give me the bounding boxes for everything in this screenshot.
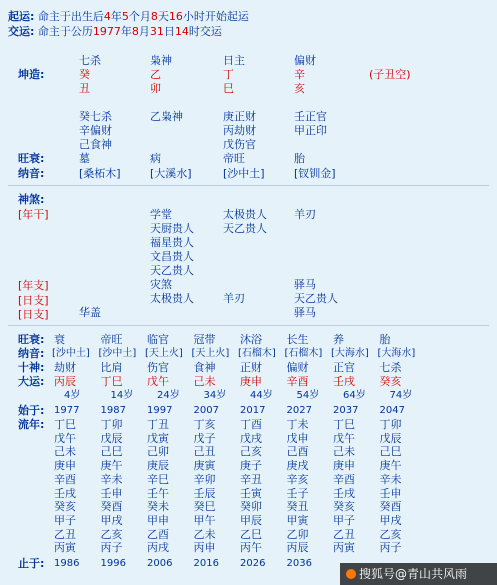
nayin-year: [桑柘木]: [79, 167, 121, 180]
zhi-day: 巳: [223, 82, 234, 95]
liunian-item: 甲戌: [379, 513, 402, 527]
shiyu-label: 始于:: [18, 404, 45, 417]
start-year: 1987: [100, 405, 126, 416]
dayun-age: 14岁: [110, 390, 134, 401]
shensha-item: 天乙贵人: [294, 292, 338, 305]
gan-day: 丁: [223, 68, 234, 81]
dayun-wangshuai: 冠带: [193, 333, 216, 346]
liunian-item: 庚寅: [193, 459, 216, 473]
dayun-ganzhi: 癸亥: [379, 375, 402, 388]
start-year: 2027: [286, 405, 312, 416]
dayun-wangshuai: 长生: [286, 333, 309, 346]
liunian-item: 乙酉: [147, 527, 169, 541]
liunian-item: 乙未: [193, 527, 216, 541]
sohu-logo-icon: [346, 569, 356, 579]
start-year: 2017: [240, 405, 266, 416]
start-year: 2047: [379, 405, 405, 416]
liunian-item: 辛巳: [147, 472, 169, 486]
dayun-ganzhi: 丁巳: [100, 375, 123, 388]
liunian-item: 甲戌: [100, 513, 123, 527]
qiyun-hours: 16: [168, 10, 183, 23]
shensha-item: 羊刃: [294, 208, 316, 221]
canggan-item: 己食神: [79, 138, 112, 151]
liunian-item: 辛丑: [240, 472, 262, 486]
nayin-label: 纳音:: [18, 167, 45, 180]
qiyun-text: 个月: [128, 10, 151, 23]
liunian-item: 辛未: [100, 472, 123, 486]
wangshuai-month: 病: [150, 152, 161, 165]
divider: [8, 185, 489, 186]
liunian-item: 己卯: [147, 445, 169, 459]
end-year: 1996: [100, 558, 126, 569]
qiyun-years: 4: [103, 10, 111, 23]
dayun-wangshuai: 胎: [379, 333, 391, 346]
end-year: 2036: [286, 558, 312, 569]
liunian-item: 甲子: [333, 513, 355, 527]
liunian-item: 丁卯: [100, 418, 123, 431]
qiyun-label: 起运:: [8, 10, 35, 23]
jiaoyun-day: 31: [149, 25, 164, 38]
shensha-item: 灾煞: [150, 278, 172, 291]
liunian-item: 壬戌: [54, 486, 76, 500]
liunian-item: 癸卯: [240, 500, 262, 514]
watermark: [340, 563, 497, 585]
liunian-label: 流年:: [18, 418, 45, 431]
dayun-shishen: 食神: [193, 361, 216, 374]
dayun-ganzhi: 庚申: [240, 375, 262, 388]
shensha-rizhi2-label: [日支]: [18, 308, 49, 321]
dayun-nayin: [天上火]: [145, 348, 183, 359]
jiaoyun-line: [8, 25, 222, 38]
liunian-item: 己未: [333, 445, 355, 459]
liunian-item: 甲辰: [240, 513, 262, 527]
liunian-item: 壬午: [147, 486, 169, 500]
zhiyu-label: 止于:: [18, 557, 45, 570]
liunian-item: 癸巳: [193, 500, 216, 514]
divider: [8, 325, 489, 326]
shensha-item: 文昌贵人: [150, 250, 194, 263]
wangshuai-day: 帝旺: [223, 152, 245, 165]
end-year: 2026: [240, 558, 266, 569]
dayun-ganzhi: 己未: [193, 375, 216, 388]
dayun-nayin: [石榴木]: [284, 348, 323, 359]
dayun-shishen: 伤官: [147, 361, 169, 374]
dayun-shishen: 正官: [333, 361, 355, 374]
liunian-item: 癸亥: [333, 500, 355, 514]
canggan-item: 乙枭神: [150, 110, 183, 123]
dayun-wangshuai: 帝旺: [100, 333, 123, 346]
qiyun-line: [8, 10, 249, 23]
liunian-item: 庚申: [54, 459, 76, 473]
liunian-item: 辛未: [379, 472, 402, 486]
liunian-item: 壬子: [286, 486, 309, 500]
liunian-item: 辛卯: [193, 472, 216, 486]
jiaoyun-hour: 14: [174, 25, 189, 38]
shensha-item: 驿马: [294, 278, 316, 291]
dayun-age: 64岁: [343, 390, 366, 401]
shensha-item: 太极贵人: [223, 208, 267, 221]
dayun-wangshuai: 沐浴: [240, 333, 262, 346]
zhi-year: 丑: [79, 82, 90, 95]
qiyun-months: 5: [121, 10, 129, 23]
liunian-item: 庚子: [240, 459, 262, 473]
end-year: 2006: [147, 558, 173, 569]
liunian-item: 癸酉: [100, 500, 123, 514]
canggan-item: 辛偏财: [79, 124, 112, 137]
liunian-item: 壬寅: [240, 486, 262, 500]
shensha-nianzhi-label: [年支]: [18, 279, 49, 292]
dayun-shishen: 劫财: [54, 361, 76, 374]
start-year: 1977: [54, 405, 80, 416]
dayun-age: 34岁: [203, 390, 227, 401]
qiyun-text: 命主于出生后: [37, 10, 104, 23]
liunian-item: 甲子: [54, 513, 76, 527]
dayun-label: 大运:: [18, 375, 45, 388]
dayun-nayin: [沙中土]: [52, 348, 90, 359]
start-year: 2007: [193, 405, 219, 416]
end-year: 1986: [54, 558, 80, 569]
watermark-text: 搜狐号@青山共风雨: [359, 567, 468, 581]
liunian-item: 丙午: [240, 541, 262, 555]
jiaoyun-text: 月: [138, 25, 150, 38]
shensha-item: 福星贵人: [150, 236, 194, 249]
liunian-item: 庚辰: [147, 459, 169, 473]
dayun-shishen: 七杀: [379, 361, 402, 374]
qiyun-text: 天: [157, 10, 169, 23]
shensha-item: 天乙贵人: [223, 222, 267, 235]
dayun-nayin-label: 纳音:: [18, 347, 45, 360]
nayin-hour: [钗钏金]: [294, 167, 336, 180]
liunian-item: 丙申: [193, 541, 216, 555]
start-year: 2037: [333, 405, 359, 416]
liunian-item: 辛酉: [333, 472, 355, 486]
canggan-item: 甲正印: [294, 124, 327, 137]
jiaoyun-text: 日: [163, 25, 175, 38]
kongwang: (子丑空): [369, 68, 411, 81]
liunian-item: 壬申: [379, 486, 402, 500]
jiaoyun-text: 时交运: [188, 25, 222, 38]
liunian-item: 甲申: [147, 513, 169, 527]
dayun-nayin: [天上火]: [191, 348, 230, 359]
dayun-shishen: 比肩: [100, 361, 123, 374]
dayun-shishen-label: 十神:: [18, 361, 45, 374]
dayun-nayin: [大海水]: [377, 348, 416, 359]
shensha-niangan-label: [年干]: [18, 208, 49, 221]
shensha-rizhi-label: [日支]: [18, 294, 49, 307]
qiyun-days: 8: [150, 10, 158, 23]
liunian-item: 庚戌: [286, 459, 309, 473]
jiaoyun-text: 命主于公历: [37, 25, 93, 38]
liunian-item: 戊寅: [147, 431, 169, 445]
qiyun-text: 年: [110, 10, 122, 23]
liunian-item: 丁丑: [147, 418, 169, 431]
liunian-item: 癸亥: [54, 500, 76, 514]
shensha-title: 神煞:: [18, 193, 45, 206]
liunian-item: 庚申: [333, 459, 355, 473]
canggan-item: 戊伤官: [223, 138, 256, 151]
liunian-item: 戊辰: [379, 431, 402, 445]
liunian-item: 己酉: [286, 445, 309, 459]
dayun-nayin: [石榴木]: [238, 348, 276, 359]
liunian-item: 庚午: [379, 459, 402, 473]
wangshuai-hour: 胎: [294, 152, 305, 165]
jiaoyun-text: 年: [120, 25, 132, 38]
liunian-item: 乙丑: [54, 527, 76, 541]
liunian-item: 戊戌: [240, 431, 262, 445]
dayun-shishen: 正财: [240, 361, 262, 374]
shensha-item: 驿马: [294, 306, 316, 319]
shishen-hour: 偏财: [294, 54, 316, 67]
shensha-item: 华盖: [79, 306, 101, 319]
liunian-item: 庚午: [100, 459, 123, 473]
liunian-item: 己巳: [379, 445, 402, 459]
liunian-item: 壬戌: [333, 486, 355, 500]
liunian-item: 戊辰: [100, 431, 123, 445]
dayun-ganzhi: 戊午: [147, 375, 169, 388]
canggan-item: 壬正官: [294, 110, 327, 123]
liunian-item: 乙亥: [379, 527, 402, 541]
nayin-month: [大溪水]: [150, 167, 192, 180]
liunian-item: 己亥: [240, 445, 262, 459]
liunian-item: 辛酉: [54, 472, 76, 486]
liunian-item: 戊午: [54, 431, 76, 445]
zhi-month: 卯: [150, 82, 161, 95]
dayun-wangshuai: 养: [333, 333, 344, 346]
wangshuai-year: 墓: [79, 152, 90, 165]
liunian-item: 癸未: [147, 500, 169, 514]
liunian-item: 丙戌: [147, 541, 169, 555]
dayun-age: 4岁: [64, 390, 81, 401]
liunian-item: 丁巳: [54, 418, 76, 431]
nayin-day: [沙中土]: [223, 167, 265, 180]
liunian-item: 乙亥: [100, 527, 123, 541]
gan-year: 癸: [79, 68, 90, 81]
dayun-ganzhi: 辛酉: [286, 375, 309, 388]
liunian-item: 癸酉: [379, 500, 402, 514]
shensha-item: 天乙贵人: [150, 264, 194, 277]
dayun-age: 24岁: [157, 390, 180, 401]
dayun-wangshuai: 衰: [54, 333, 65, 346]
shensha-item: 羊刃: [223, 292, 245, 305]
liunian-item: 丙寅: [333, 541, 355, 555]
start-year: 1997: [147, 405, 173, 416]
jiaoyun-label: 交运:: [8, 25, 35, 38]
liunian-item: 丁未: [286, 418, 309, 431]
dayun-age: 44岁: [250, 390, 273, 401]
liunian-item: 辛亥: [286, 472, 309, 486]
dayun-ganzhi: 壬戌: [333, 375, 355, 388]
shensha-item: 学堂: [150, 208, 172, 221]
shishen-day: 日主: [223, 54, 245, 67]
liunian-item: 丙寅: [54, 541, 76, 555]
dayun-nayin: [沙中土]: [98, 348, 137, 359]
liunian-item: 甲寅: [286, 513, 309, 527]
jiaoyun-month: 8: [131, 25, 139, 38]
canggan-item: 丙劫财: [223, 124, 256, 137]
liunian-item: 壬辰: [193, 486, 216, 500]
liunian-item: 丁卯: [379, 418, 402, 431]
liunian-item: 丙子: [379, 541, 402, 555]
shensha-item: 太极贵人: [150, 292, 194, 305]
liunian-item: 甲午: [193, 513, 216, 527]
liunian-item: 癸丑: [286, 500, 309, 514]
liunian-item: 丁亥: [193, 418, 216, 431]
liunian-item: 戊午: [333, 431, 355, 445]
qiyun-text: 小时开始起运: [182, 10, 249, 23]
liunian-item: 己丑: [193, 445, 216, 459]
liunian-item: 丁巳: [333, 418, 355, 431]
liunian-item: 己未: [54, 445, 76, 459]
liunian-item: 丙辰: [286, 541, 309, 555]
dayun-shishen: 偏财: [286, 361, 309, 374]
end-year: 2016: [193, 558, 219, 569]
liunian-item: 乙卯: [286, 527, 309, 541]
dayun-age: 54岁: [296, 390, 320, 401]
jiaoyun-year: 1977: [92, 25, 121, 38]
dayun-nayin: [大海水]: [331, 348, 369, 359]
shishen-year: 七杀: [79, 54, 101, 67]
dayun-age: 74岁: [389, 390, 413, 401]
liunian-item: 丁酉: [240, 418, 262, 431]
dayun-ganzhi: 丙辰: [54, 375, 76, 388]
liunian-item: 戊申: [286, 431, 309, 445]
liunian-item: 乙巳: [240, 527, 262, 541]
canggan-item: 癸七杀: [79, 110, 112, 123]
zhi-hour: 亥: [294, 82, 305, 95]
liunian-item: 丙子: [100, 541, 123, 555]
dayun-wangshuai-label: 旺衰:: [18, 333, 45, 346]
gan-month: 乙: [150, 68, 161, 81]
liunian-item: 乙丑: [333, 527, 355, 541]
liunian-item: 壬申: [100, 486, 123, 500]
shishen-month: 枭神: [150, 54, 172, 67]
shensha-item: 天厨贵人: [150, 222, 194, 235]
gan-hour: 辛: [294, 68, 305, 81]
liunian-item: 戊子: [193, 431, 216, 445]
dayun-wangshuai: 临官: [147, 333, 169, 346]
canggan-item: 庚正财: [223, 110, 256, 123]
kunzao-label: 坤造:: [18, 68, 45, 81]
liunian-item: 己巳: [100, 445, 123, 459]
wangshuai-label: 旺衰:: [18, 152, 45, 165]
